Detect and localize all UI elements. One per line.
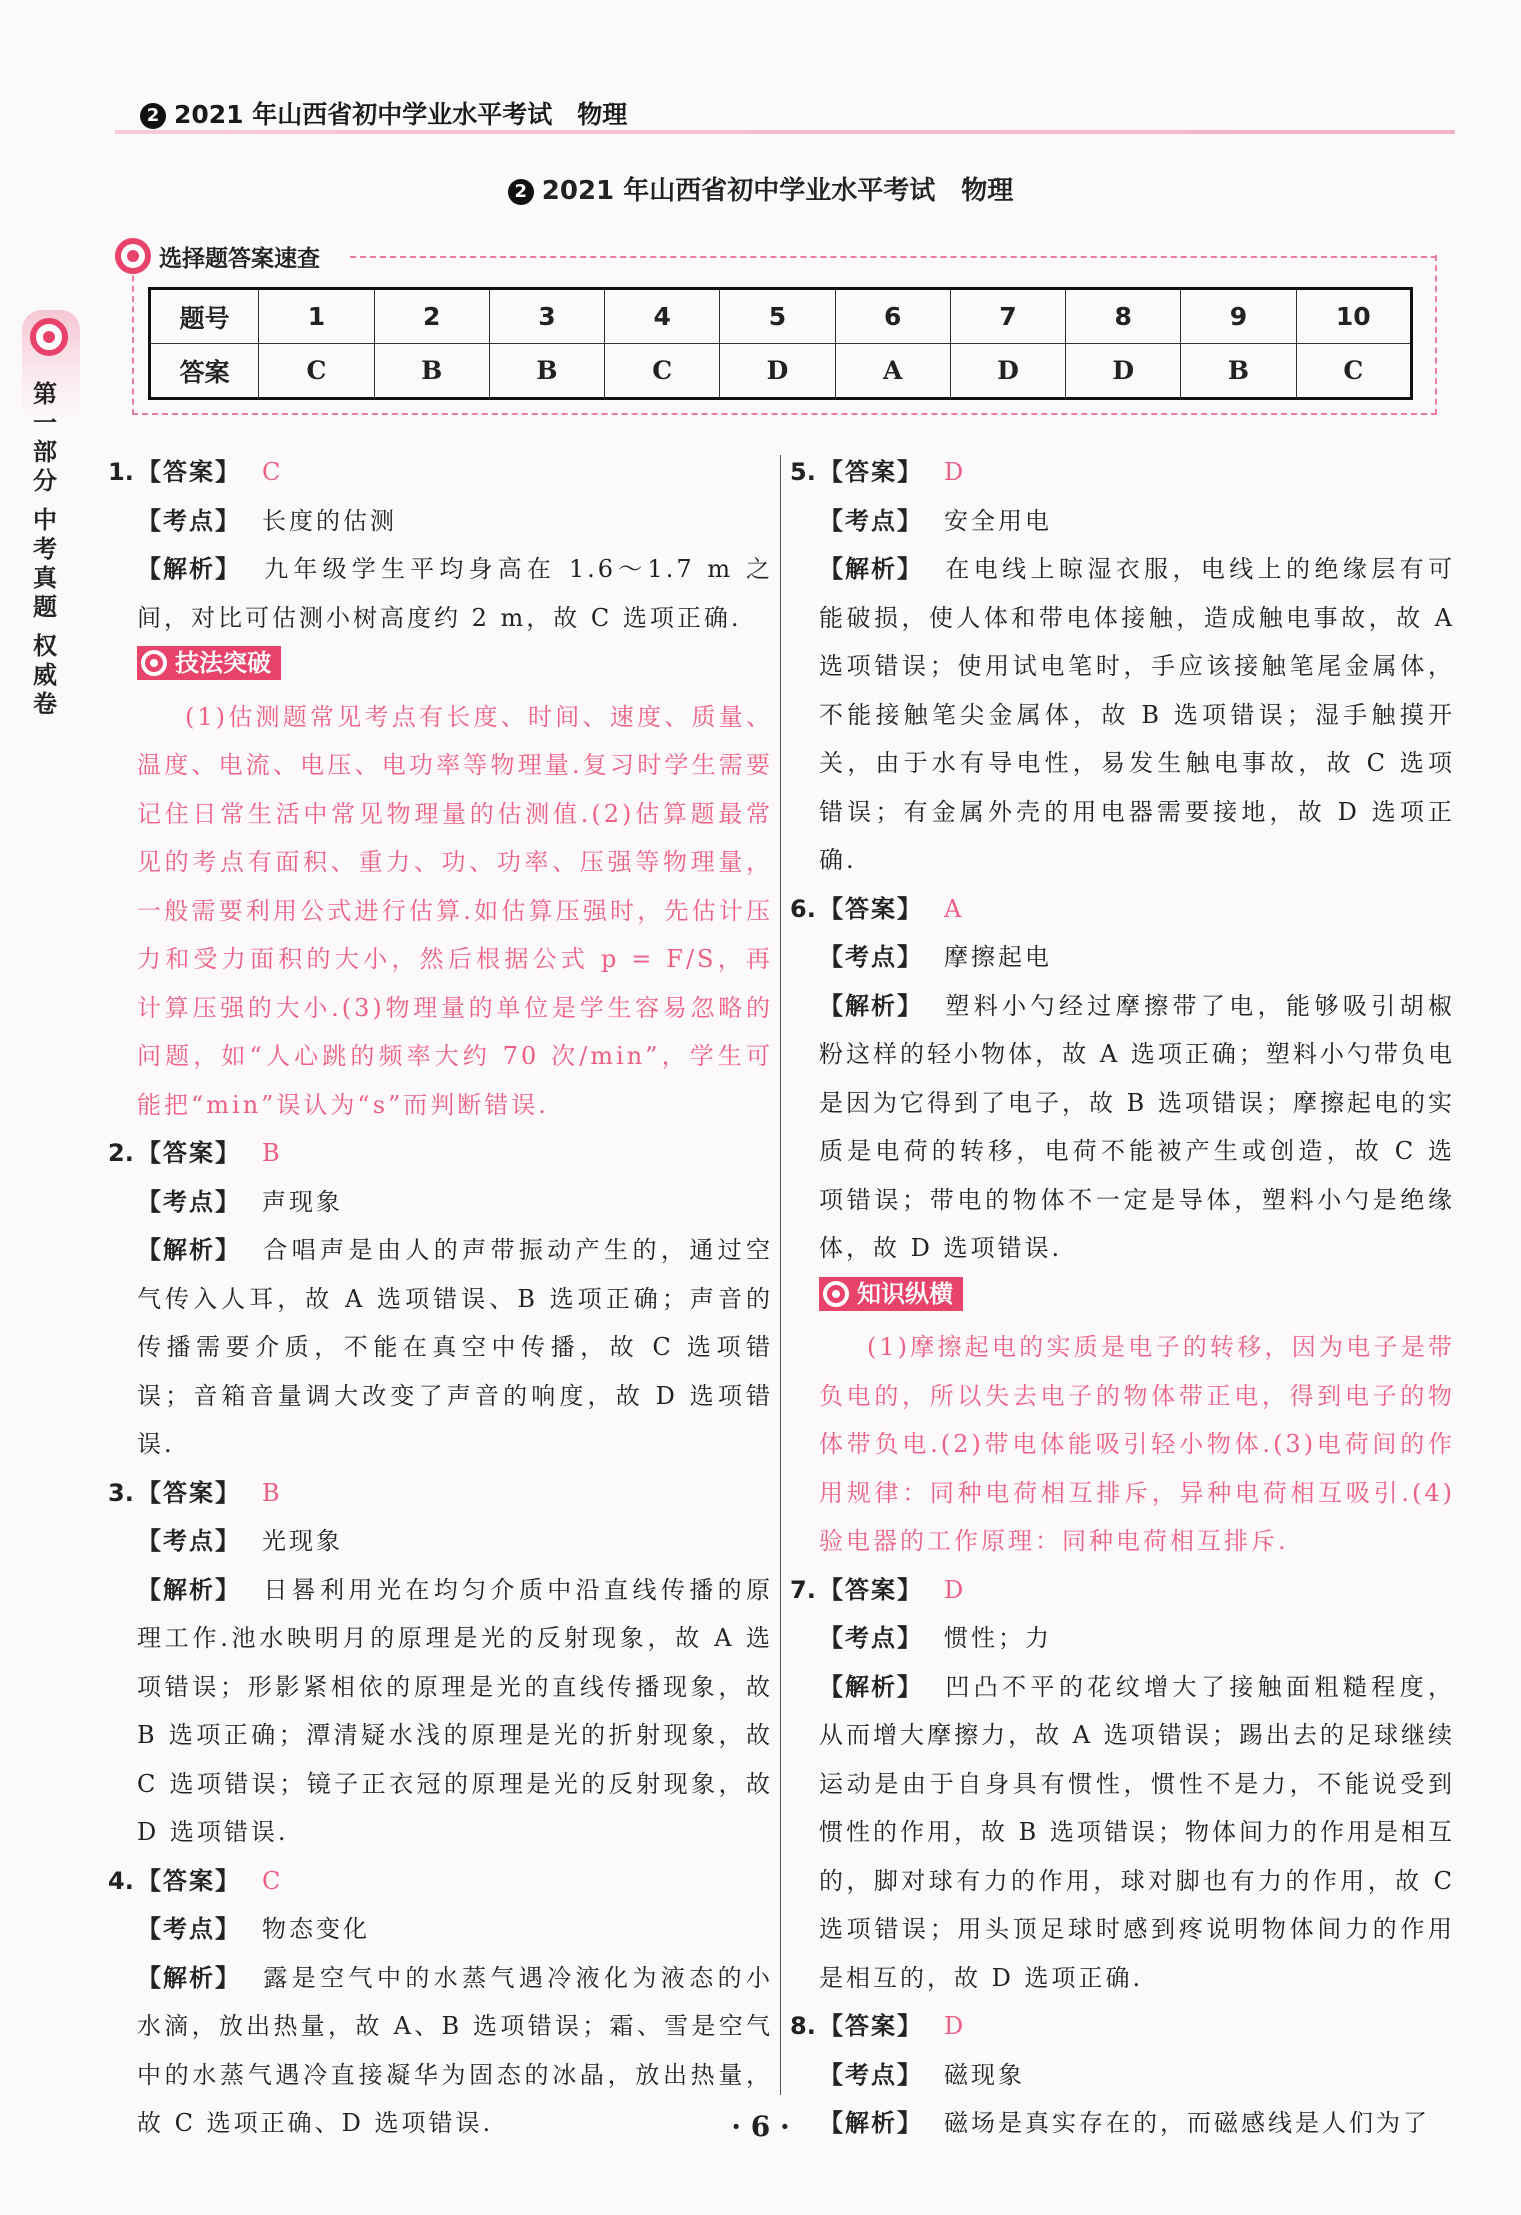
answer-item	[108, 1129, 773, 1469]
point-value: 声现象	[262, 1187, 343, 1216]
section-badge: 2	[140, 103, 166, 129]
answer-label: 【答案】	[819, 894, 923, 923]
point-label: 【考点】	[137, 1915, 241, 1943]
point-label: 【考点】	[137, 1187, 241, 1216]
answer-cell: C	[259, 344, 374, 399]
running-head	[140, 95, 627, 131]
point-value: 光现象	[262, 1527, 343, 1555]
point-value: 惯性；力	[944, 1624, 1052, 1652]
tip-title: 知识纵横	[857, 1279, 953, 1308]
point-label: 【考点】	[137, 506, 241, 535]
question-number-cell: 1	[259, 289, 374, 344]
answer-cell: A	[835, 344, 950, 399]
target-icon	[823, 1281, 849, 1307]
answer-cell: B	[1181, 344, 1296, 399]
answer-item	[108, 448, 773, 1129]
answer-label: 【答案】	[819, 2012, 923, 2040]
page-title-text: 2021 年山西省初中学业水平考试 物理	[541, 176, 1014, 206]
tip-header	[137, 646, 281, 680]
answer-value: B	[262, 1139, 280, 1167]
page-title	[0, 170, 1521, 207]
answer-item	[108, 1469, 773, 1857]
point-value: 磁现象	[944, 2060, 1025, 2089]
analysis-label: 【解析】	[137, 1236, 241, 1264]
answer-cell: D	[1066, 344, 1181, 399]
sidebar-part: 权威卷	[33, 632, 57, 718]
question-number: 8.	[790, 2012, 816, 2040]
question-number-cell: 7	[950, 289, 1065, 344]
answer-item	[790, 448, 1455, 885]
answer-item	[790, 885, 1455, 1566]
left-column	[108, 448, 773, 2148]
answer-label: 【答案】	[137, 458, 241, 486]
analysis-text: 在电线上晾湿衣服，电线上的绝缘层有可能破损，使人体和带电体接触，造成触电事故，故 A 选项错误；使用试电笔时，手应该接触笔尾金属体，不能接触笔尖金属体，故 B 选项错误；湿手触摸开关，由于水有导电性，易发生触电事故，故 C 选项错误；有金属外壳的用电器需要接地，故 D 选项正确.	[819, 555, 1455, 874]
answer-cell: B	[374, 344, 489, 399]
answer-cell: D	[950, 344, 1065, 399]
target-icon	[115, 238, 151, 274]
column-divider	[780, 455, 781, 2095]
question-number: 3.	[108, 1478, 134, 1507]
sidebar-labels	[30, 380, 60, 729]
point-value: 物态变化	[262, 1915, 370, 1943]
row-header: 答案	[150, 344, 259, 399]
question-number: 4.	[108, 1866, 134, 1895]
quick-answer-label	[115, 238, 320, 274]
answer-cell: B	[489, 344, 604, 399]
question-number-cell: 10	[1296, 289, 1411, 344]
point-label: 【考点】	[819, 1624, 923, 1652]
tip-text: (1)估测题常见考点有长度、时间、速度、质量、温度、电流、电压、电功率等物理量.复习时学生需要记住日常生活中常见物理量的估测值.(2)估算题最常见的考点有面积、重力、功、功率、压强等物理量，一般需要利用公式进行估算.如估算压强时，先估计压力和受力面积的大小，然后根据公式 p = F/S，再计算压强的大小.(3)物理量的单位是学生容易忽略的问题，如“人心跳的频率大约 70 次/min”，学生可能把“min”误认为“s”而判断错误.	[137, 702, 773, 1119]
tip-header	[819, 1277, 963, 1311]
analysis-text: 日晷利用光在均匀介质中沿直线传播的原理工作.池水映明月的原理是光的反射现象，故 A 选项错误；形影紧相依的原理是光的直线传播现象，故 B 选项正确；潭清疑水浅的原理是光的折射现象，故 C 选项错误；镜子正衣冠的原理是光的反射现象，故 D 选项错误.	[137, 1575, 773, 1846]
dashed-rule	[350, 256, 1437, 258]
analysis-label: 【解析】	[819, 2109, 923, 2137]
question-number-cell: 9	[1181, 289, 1296, 344]
question-number-cell: 6	[835, 289, 950, 344]
answer-value: A	[944, 894, 962, 923]
page-number: · 6 ·	[731, 2110, 790, 2143]
target-icon	[30, 318, 68, 356]
question-number: 2.	[108, 1139, 134, 1167]
question-number: 1.	[108, 458, 134, 486]
analysis-text: 合唱声是由人的声带振动产生的，通过空气传入人耳，故 A 选项错误、B 选项正确；声音的传播需要介质，不能在真空中传播，故 C 选项错误；音箱音量调大改变了声音的响度，故 D 选项错误.	[137, 1236, 773, 1458]
question-number-cell: 2	[374, 289, 489, 344]
row-header: 题号	[150, 289, 259, 344]
analysis-text: 塑料小勺经过摩擦带了电，能够吸引胡椒粉这样的轻小物体，故 A 选项正确；塑料小勺带负电是因为它得到了电子，故 B 选项错误；摩擦起电的实质是电荷的转移，电荷不能被产生或创造，故 C 选项错误；带电的物体不一定是导体，塑料小勺是绝缘体，故 D 选项错误.	[819, 991, 1455, 1262]
analysis-text: 凹凸不平的花纹增大了接触面粗糙程度，从而增大摩擦力，故 A 选项错误；踢出去的足球继续运动是由于自身具有惯性，惯性不是力，不能说受到惯性的作用，故 B 选项错误；物体间力的作用是相互的，脚对球有力的作用，球对脚也有力的作用，故 C 选项错误；用头顶足球时感到疼说明物体间力的作用是相互的，故 D 选项正确.	[819, 1672, 1455, 1992]
analysis-text: 磁场是真实存在的，而磁感线是人们为了	[944, 2109, 1430, 2137]
answer-cell: D	[720, 344, 835, 399]
tip-text: (1)摩擦起电的实质是电子的转移，因为电子是带负电的，所以失去电子的物体带正电，得到电子的物体带负电.(2)带电体能吸引轻小物体.(3)电荷间的作用规律：同种电荷相互排斥，异种电荷相互吸引.(4)验电器的工作原理：同种电荷相互排斥.	[819, 1333, 1455, 1555]
answer-label: 【答案】	[819, 458, 923, 486]
answer-cell: C	[1296, 344, 1411, 399]
sidebar-part: 第一部分	[33, 380, 57, 495]
answer-value: C	[262, 458, 281, 486]
point-label: 【考点】	[819, 943, 923, 971]
answer-table	[148, 287, 1413, 400]
right-column	[790, 448, 1455, 2148]
answer-value: D	[944, 2012, 964, 2040]
question-number: 6.	[790, 894, 816, 923]
sidebar-part: 中考真题	[33, 506, 57, 621]
point-label: 【考点】	[137, 1527, 241, 1555]
question-number-cell: 8	[1066, 289, 1181, 344]
analysis-label: 【解析】	[819, 991, 923, 1020]
question-number: 5.	[790, 458, 816, 486]
analysis-text: 露是空气中的水蒸气遇冷液化为液态的小水滴，放出热量，故 A、B 选项错误；霜、雪是空气中的水蒸气遇冷直接凝华为固态的冰晶，放出热量，故 C 选项正确、D 选项错误.	[137, 1963, 773, 2137]
question-number-cell: 3	[489, 289, 604, 344]
analysis-label: 【解析】	[819, 555, 923, 583]
point-value: 摩擦起电	[944, 943, 1052, 971]
point-label: 【考点】	[819, 2060, 923, 2089]
answer-label: 【答案】	[137, 1478, 241, 1507]
running-head-text: 2021 年山西省初中学业水平考试 物理	[174, 100, 628, 129]
answer-item	[108, 1857, 773, 2148]
analysis-label: 【解析】	[137, 555, 241, 583]
table-row	[150, 344, 1412, 399]
answer-label: 【答案】	[137, 1866, 241, 1895]
target-icon	[141, 650, 167, 676]
question-number-cell: 5	[720, 289, 835, 344]
header-rule	[115, 130, 1455, 134]
answer-value: D	[944, 1575, 964, 1604]
analysis-label: 【解析】	[137, 1575, 241, 1604]
answer-value: D	[944, 458, 964, 486]
tip-title: 技法突破	[175, 649, 271, 677]
answer-item	[790, 1566, 1455, 2003]
analysis-text: 九年级学生平均身高在 1.6～1.7 m 之间，对比可估测小树高度约 2 m，故 C 选项正确.	[137, 555, 773, 632]
analysis-label: 【解析】	[819, 1672, 923, 1701]
point-label: 【考点】	[819, 506, 923, 535]
table-row	[150, 289, 1412, 344]
quick-answer-title: 选择题答案速查	[159, 245, 320, 272]
question-number: 7.	[790, 1575, 816, 1604]
section-badge: 2	[508, 179, 534, 205]
answer-value: C	[262, 1866, 281, 1895]
point-value: 长度的估测	[262, 506, 397, 535]
answer-cell: C	[605, 344, 720, 399]
answer-label: 【答案】	[819, 1575, 923, 1604]
answer-value: B	[262, 1478, 280, 1507]
analysis-label: 【解析】	[137, 1963, 241, 1992]
answer-label: 【答案】	[137, 1139, 241, 1167]
question-number-cell: 4	[605, 289, 720, 344]
point-value: 安全用电	[944, 506, 1052, 535]
